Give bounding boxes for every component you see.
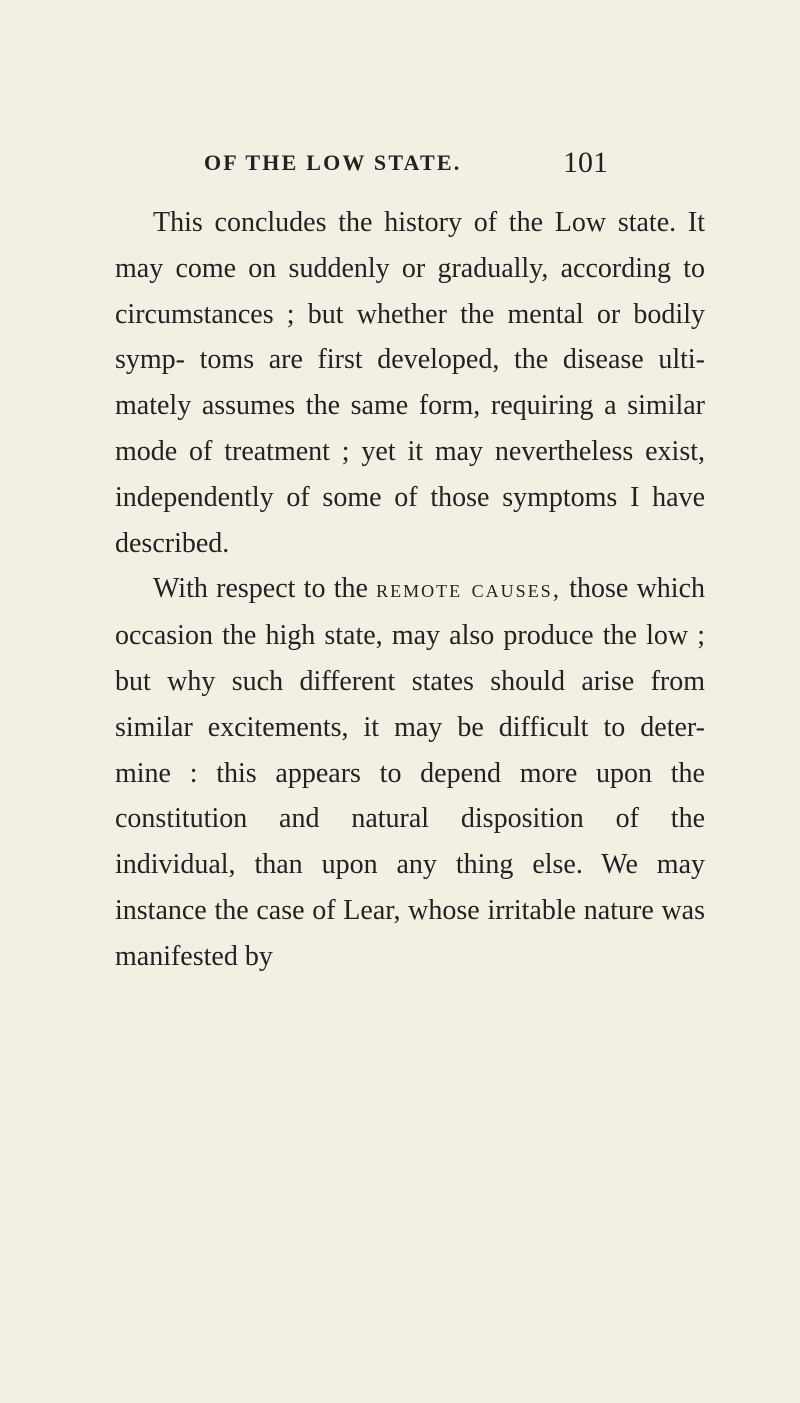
paragraph-1-text: This concludes the history of the Low state. It may come on suddenly or gradually, according to circumstances ; but whether the mental or bodily symp- toms are first developed, the disease ulti- mately assumes the same form, requiring a similar mode of treatment ; yet it may nevertheless exist, independently of some of those symptoms I have described. [115,207,705,559]
page-number: 101 [563,146,608,179]
remote-causes-smallcaps: remote causes, [376,576,561,604]
paragraph-2 [115,566,705,979]
running-head [0,146,800,182]
running-title: OF THE LOW STATE. [204,150,462,175]
body-text [115,200,705,980]
paragraph-1 [115,200,705,566]
paragraph-2-rest: those which occasion the high state, may also produce the low ; but why such different states should arise from similar excitements, it may be difficult to deter- mine : this appears to depend more upon the constitution and natural disposition of the individual, than upon any thing else. We may instance the case of Lear, whose irritable nature was manifested by [115,573,706,972]
paragraph-2-lead: With respect to the [153,573,377,605]
